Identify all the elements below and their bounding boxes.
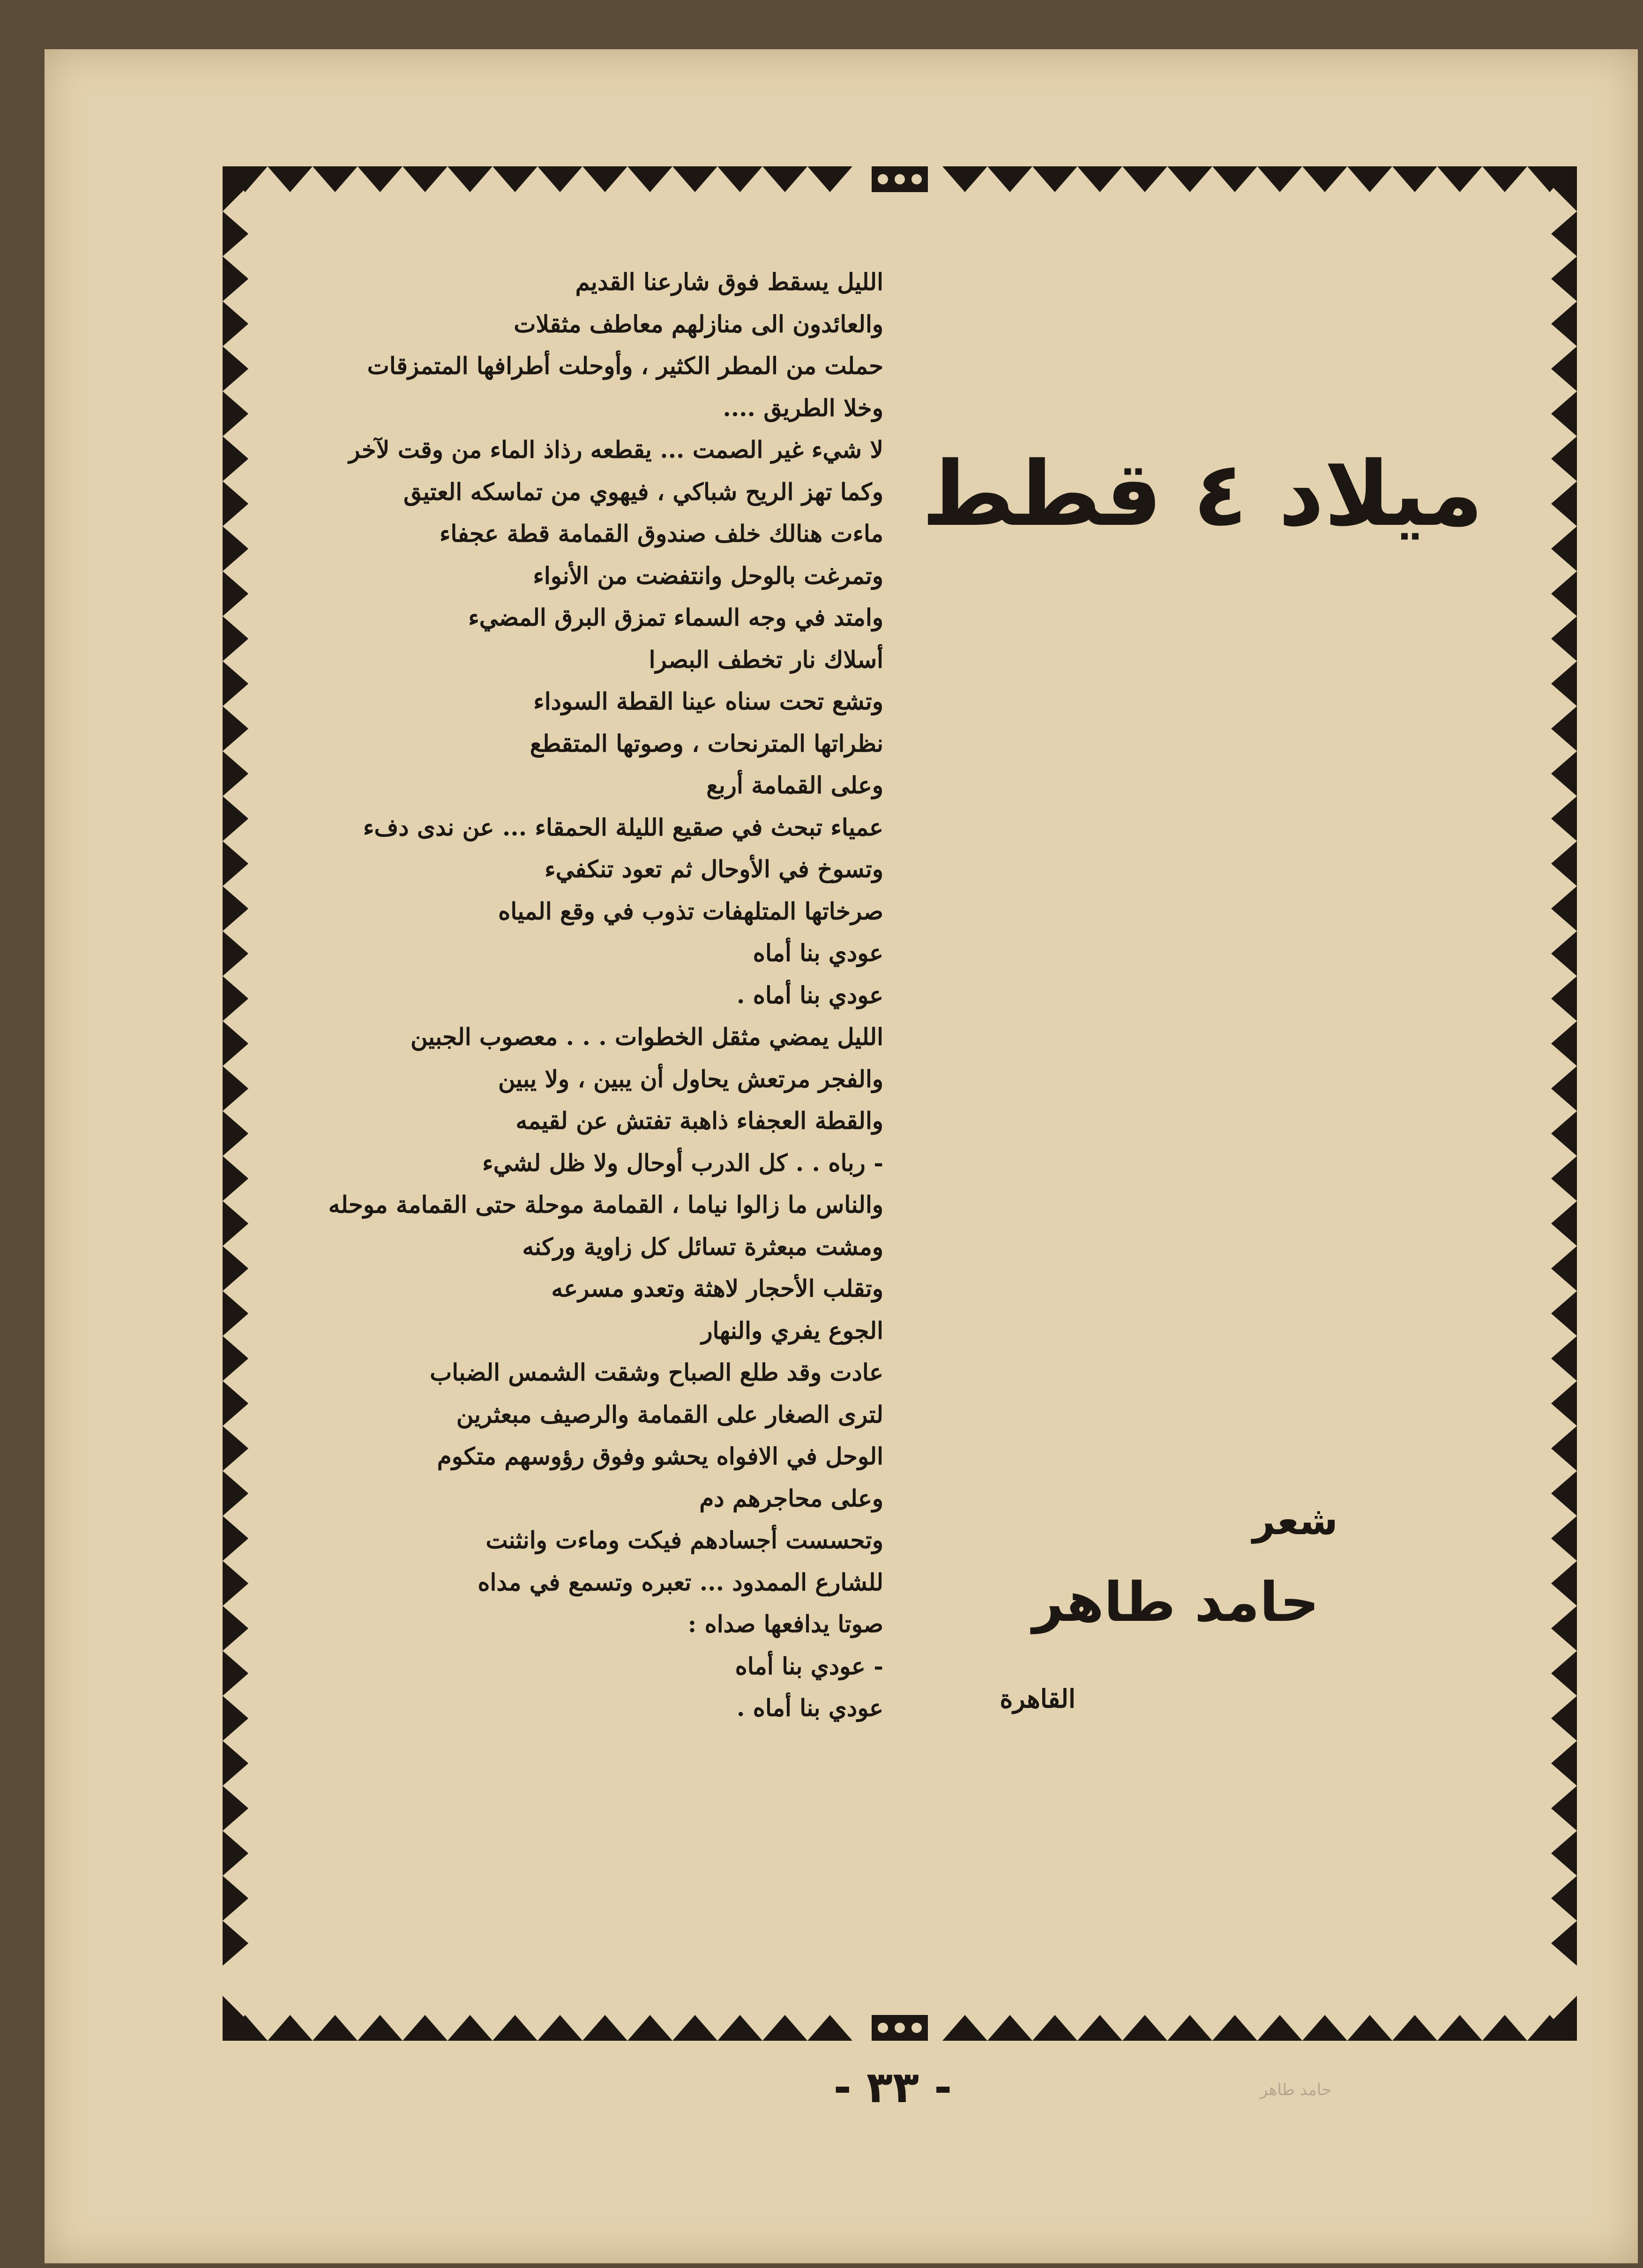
border-triangle <box>717 166 762 192</box>
border-triangle <box>223 391 248 436</box>
border-triangle <box>1551 1606 1577 1651</box>
border-triangle <box>223 1561 248 1606</box>
poem-line: وتقلب الأحجار لاهثة وتعدو مسرعه <box>551 1275 883 1302</box>
border-triangle <box>807 2015 852 2041</box>
border-triangle <box>583 166 627 192</box>
border-triangle <box>1551 301 1577 346</box>
poem-line: لا شيء غير الصمت ... يقطعه رذاذ الماء من وقت لآخر <box>349 436 883 463</box>
poem-line: صوتا يدافعها صداه : <box>687 1610 883 1638</box>
border-triangle <box>223 526 248 571</box>
border-triangle <box>1347 166 1392 192</box>
border-triangle <box>223 436 248 481</box>
poem-line: وامتد في وجه السماء تمزق البرق المضيء <box>468 604 883 631</box>
border-triangle <box>358 2015 403 2041</box>
border-triangle <box>493 2015 538 2041</box>
poem-line: والفجر مرتعش يحاول أن يبين ، ولا يبين <box>498 1065 883 1093</box>
border-triangle <box>1551 481 1577 526</box>
border-triangle <box>1551 391 1577 436</box>
border-triangle <box>1437 166 1482 192</box>
border-triangle <box>313 166 358 192</box>
border-triangle <box>223 166 268 211</box>
poem-line: والناس ما زالوا نياما ، القمامة موحلة حتى القمامة موحله <box>328 1191 883 1218</box>
poem-line: الوحل في الافواه يحشو وفوق رؤوسهم متكوم <box>437 1442 883 1470</box>
poem-line: - عودي بنا أماه <box>735 1652 883 1680</box>
border-triangle <box>1551 1021 1577 1066</box>
border-triangle <box>1392 166 1437 192</box>
poem-line: ماءت هنالك خلف صندوق القمامة قطة عجفاء <box>439 520 883 547</box>
border-triangle <box>223 1996 268 2041</box>
border-triangle <box>223 1606 248 1651</box>
border-triangle <box>1551 1111 1577 1156</box>
border-triangle <box>223 1786 248 1831</box>
border-triangle <box>1551 1831 1577 1876</box>
poem-line: عادت وقد طلع الصباح وشقت الشمس الضباب <box>430 1358 883 1386</box>
border-triangle <box>223 751 248 796</box>
border-triangle <box>1551 1696 1577 1741</box>
border-triangle <box>1122 166 1167 192</box>
border-triangle <box>1032 166 1077 192</box>
border-triangle <box>1551 1651 1577 1696</box>
poem-line: وخلا الطريق .... <box>723 394 883 422</box>
border-triangle <box>1167 166 1212 192</box>
border-triangle <box>1551 256 1577 301</box>
border-triangle <box>1302 166 1347 192</box>
border-triangle <box>1551 571 1577 616</box>
border-triangle <box>1167 2015 1212 2041</box>
border-triangle <box>942 166 987 192</box>
border-triangle <box>1551 616 1577 661</box>
poem-line: والقطة العجفاء ذاهبة تفتش عن لقيمه <box>515 1107 883 1134</box>
border-triangle <box>1551 1471 1577 1516</box>
poem-title: ميلاد ٤ قطط <box>921 442 1483 546</box>
poem-line: وتمرغت بالوحل وانتفضت من الأنواء <box>533 561 883 589</box>
poem-line: لترى الصغار على القمامة والرصيف مبعثرين <box>456 1400 883 1428</box>
border-triangle <box>1551 976 1577 1021</box>
poem-line: صرخاتها المتلهفات تذوب في وقع المياه <box>498 897 883 925</box>
border-triangle <box>268 166 313 192</box>
border-triangle <box>223 931 248 976</box>
border-triangle <box>223 1111 248 1156</box>
magazine-page <box>45 49 1638 2263</box>
border-triangle <box>223 571 248 616</box>
border-triangle <box>223 796 248 841</box>
poem-line: الجوع يفري والنهار <box>701 1316 883 1344</box>
border-triangle <box>1077 2015 1122 2041</box>
border-triangle <box>1257 2015 1302 2041</box>
poem-line: وتسوخ في الأوحال ثم تعود تنكفيء <box>545 855 883 883</box>
poem-line: ومشت مبعثرة تسائل كل زاوية وركنه <box>522 1232 883 1261</box>
border-triangle <box>1551 796 1577 841</box>
border-triangle <box>942 2015 987 2041</box>
border-ornament <box>872 166 928 192</box>
poem-line: وعلى محاجرهم دم <box>699 1484 883 1512</box>
border-triangle <box>1551 1156 1577 1201</box>
border-triangle <box>1551 436 1577 481</box>
border-triangle <box>223 1516 248 1561</box>
border-triangle <box>223 256 248 301</box>
border-triangle <box>1551 931 1577 976</box>
border-triangle <box>313 2015 358 2041</box>
border-triangle <box>1257 166 1302 192</box>
poem-line: للشارع الممدود ... تعبره وتسمع في مداه <box>478 1568 883 1596</box>
border-triangle <box>987 2015 1032 2041</box>
border-triangle <box>762 2015 807 2041</box>
border-triangle <box>987 166 1032 192</box>
border-triangle <box>1551 1066 1577 1111</box>
border-triangle <box>223 346 248 391</box>
author-name: حامد طاهر <box>1032 1571 1319 1634</box>
border-triangle <box>223 706 248 751</box>
border-triangle <box>1551 706 1577 751</box>
border-triangle <box>583 2015 627 2041</box>
poem-line: وتحسست أجسادهم فيكت وماءت وانثنت <box>485 1526 883 1554</box>
border-triangle <box>223 1381 248 1426</box>
border-triangle <box>223 481 248 526</box>
border-triangle <box>223 1651 248 1696</box>
border-triangle <box>1551 1921 1577 1966</box>
border-triangle <box>223 886 248 931</box>
border-triangle <box>1551 1246 1577 1291</box>
border-triangle <box>672 2015 717 2041</box>
border-triangle <box>223 1246 248 1291</box>
border-triangle <box>1032 2015 1077 2041</box>
border-triangle <box>1551 526 1577 571</box>
border-triangle <box>1347 2015 1392 2041</box>
border-triangle <box>627 166 672 192</box>
border-triangle <box>1551 841 1577 886</box>
border-triangle <box>1551 886 1577 931</box>
border-triangle <box>448 166 493 192</box>
poem-line: الليل يسقط فوق شارعنا القديم <box>575 268 883 296</box>
border-triangle <box>223 1336 248 1381</box>
border-triangle <box>1551 1786 1577 1831</box>
border-triangle <box>223 1201 248 1246</box>
poem-line: عودي بنا أماه . <box>736 981 883 1009</box>
border-triangle <box>268 2015 313 2041</box>
border-triangle <box>1437 2015 1482 2041</box>
border-triangle <box>1551 1561 1577 1606</box>
poem-line: وكما تهز الريح شباكي ، فيهوي من تماسكه العتيق <box>403 477 883 506</box>
border-triangle <box>403 2015 448 2041</box>
border-triangle <box>358 166 403 192</box>
border-triangle <box>672 166 717 192</box>
poem-line: الليل يمضي مثقل الخطوات . . . معصوب الجبين <box>410 1023 883 1051</box>
border-triangle <box>223 1831 248 1876</box>
border-triangle <box>223 211 248 256</box>
border-triangle <box>1551 1741 1577 1786</box>
border-triangle <box>223 976 248 1021</box>
border-triangle <box>1482 166 1527 192</box>
border-triangle <box>223 661 248 706</box>
border-triangle <box>1077 166 1122 192</box>
border-triangle <box>1551 346 1577 391</box>
border-triangle <box>1392 2015 1437 2041</box>
pencil-annotation: حامد طاهر <box>1260 2081 1332 2099</box>
place-name: القاهرة <box>1000 1684 1075 1714</box>
border-triangle <box>223 1471 248 1516</box>
border-triangle <box>1551 1426 1577 1471</box>
poem-line: وعلى القمامة أربع <box>706 771 883 799</box>
border-triangle <box>762 166 807 192</box>
border-triangle <box>223 301 248 346</box>
border-triangle <box>1551 1876 1577 1921</box>
border-ornament <box>872 2015 928 2041</box>
page-number: - ٣٣ - <box>833 2062 952 2112</box>
border-triangle <box>223 1696 248 1741</box>
border-triangle <box>1302 2015 1347 2041</box>
border-triangle <box>1482 2015 1527 2041</box>
border-triangle <box>717 2015 762 2041</box>
border-triangle <box>223 1066 248 1111</box>
border-triangle <box>1551 211 1577 256</box>
border-triangle <box>403 166 448 192</box>
border-triangle <box>1532 1996 1577 2041</box>
border-triangle <box>538 166 583 192</box>
poem-line: والعائدون الى منازلهم معاطف مثقلات <box>514 310 883 338</box>
poem-line: حملت من المطر الكثير ، وأوحلت أطرافها المتمزقات <box>367 352 883 380</box>
border-triangle <box>1551 751 1577 796</box>
border-triangle <box>1551 1201 1577 1246</box>
poem-line: وتشع تحت سناه عينا القطة السوداء <box>533 687 883 715</box>
border-triangle <box>1551 1291 1577 1336</box>
border-triangle <box>448 2015 493 2041</box>
border-triangle <box>1551 1381 1577 1426</box>
border-triangle <box>1551 1516 1577 1561</box>
byline-label: شعر <box>1252 1498 1338 1544</box>
border-triangle <box>223 616 248 661</box>
border-triangle <box>627 2015 672 2041</box>
poem-body <box>260 261 883 1995</box>
border-triangle <box>1122 2015 1167 2041</box>
poem-line: أسلاك نار تخطف البصرا <box>649 645 883 673</box>
poem-line: عودي بنا أماه <box>753 939 883 967</box>
border-triangle <box>807 166 852 192</box>
border-triangle <box>538 2015 583 2041</box>
border-triangle <box>1551 1336 1577 1381</box>
poem-line: - رباه . . كل الدرب أوحال ولا ظل لشيء <box>482 1149 883 1177</box>
border-triangle <box>1551 661 1577 706</box>
poem-line: عودي بنا أماه . <box>736 1694 883 1722</box>
border-triangle <box>1212 2015 1257 2041</box>
border-triangle <box>493 166 538 192</box>
border-triangle <box>223 1156 248 1201</box>
border-triangle <box>223 1876 248 1921</box>
border-triangle <box>223 1921 248 1966</box>
border-triangle <box>223 1741 248 1786</box>
border-triangle <box>223 841 248 886</box>
border-triangle <box>223 1021 248 1066</box>
border-triangle <box>223 1291 248 1336</box>
poem-line: عمياء تبحث في صقيع الليلة الحمقاء ... عن ندى دفء <box>363 813 883 841</box>
border-triangle <box>223 1426 248 1471</box>
border-triangle <box>1212 166 1257 192</box>
poem-line: نظراتها المترنحات ، وصوتها المتقطع <box>530 729 883 757</box>
